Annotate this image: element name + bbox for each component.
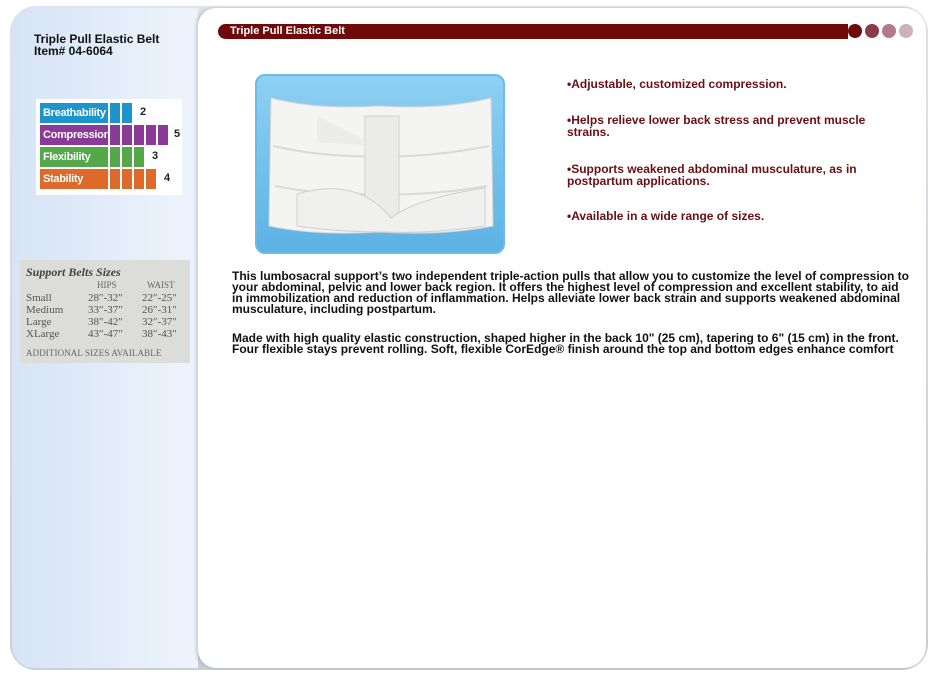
hips-header: HIPS xyxy=(97,280,117,290)
size-hips: 28″-32″ xyxy=(88,292,123,304)
header-bar xyxy=(218,24,848,39)
size-name: Small xyxy=(26,292,52,304)
size-waist: 22″-25″ xyxy=(142,292,177,304)
feature-item: •Supports weakened abdominal musculature, as in postpartum applications. xyxy=(567,162,857,188)
waist-header: WAIST xyxy=(147,280,175,290)
rating-label: Breathability xyxy=(40,103,108,123)
rating-chart xyxy=(36,99,182,195)
feature-item: •Available in a wide range of sizes. xyxy=(567,209,765,223)
page-title: Triple Pull Elastic Belt xyxy=(230,25,345,37)
rating-cell xyxy=(134,169,144,189)
rating-cell xyxy=(110,103,120,123)
nav-dot-3[interactable] xyxy=(882,24,896,38)
product-image xyxy=(255,74,505,254)
size-waist: 26″-31″ xyxy=(142,304,177,316)
rating-cell xyxy=(134,147,144,167)
sizes-table xyxy=(20,260,190,363)
rating-value: 3 xyxy=(152,150,159,162)
rating-value: 4 xyxy=(164,172,171,184)
item-number: Item# 04-6064 xyxy=(34,44,113,58)
rating-cell xyxy=(122,125,132,145)
rating-cell xyxy=(122,147,132,167)
size-hips: 38″-42″ xyxy=(88,316,123,328)
description-paragraph-2: Made with high quality elastic construction, shaped higher in the back 10" (25 cm), tapering to 6" (15 cm) in the front. Four flexible stays prevent rolling. Soft, flexible CorEdge® finish around the top and bottom edges enhance comfort xyxy=(232,331,899,356)
feature-item: •Adjustable, customized compression. xyxy=(567,77,787,91)
item-name: Triple Pull Elastic Belt xyxy=(34,32,160,46)
rating-cell xyxy=(146,169,156,189)
size-waist: 38″-43″ xyxy=(142,328,177,340)
rating-cell xyxy=(122,103,132,123)
nav-dot-2[interactable] xyxy=(865,24,879,38)
product-heading xyxy=(34,33,159,57)
rating-label: Compression xyxy=(40,125,108,145)
rating-cell xyxy=(146,125,156,145)
rating-cell xyxy=(110,147,120,167)
rating-label: Flexibility xyxy=(40,147,108,167)
size-name: XLarge xyxy=(26,328,60,340)
feature-item: •Helps relieve lower back stress and prevent muscle strains. xyxy=(567,113,866,139)
description-paragraph-1: This lumbosacral support’s two independent triple-action pulls that allow you to customize the level of compression to your abdominal, pelvic and lower back region. It offers the highest level of compression and excellent stability, to aid in immobilization and reduction of inflammation. Helps alleviate lower back strain and supports weakened abdominal musculature, including postpartum. xyxy=(232,269,909,316)
nav-dot-4[interactable] xyxy=(899,24,913,38)
nav-dot-1[interactable] xyxy=(848,24,862,38)
belt-illustration xyxy=(257,76,503,252)
rating-cell xyxy=(158,125,168,145)
rating-label: Stability xyxy=(40,169,108,189)
size-hips: 33″-37″ xyxy=(88,304,123,316)
size-hips: 43″-47″ xyxy=(88,328,123,340)
size-name: Large xyxy=(26,316,52,328)
sizes-footnote: ADDITIONAL SIZES AVAILABLE xyxy=(26,348,162,358)
sizes-title: Support Belts Sizes xyxy=(26,265,121,279)
rating-cell xyxy=(134,125,144,145)
rating-cell xyxy=(110,125,120,145)
size-waist: 32″-37″ xyxy=(142,316,177,328)
rating-cell xyxy=(110,169,120,189)
rating-cell xyxy=(122,169,132,189)
size-name: Medium xyxy=(26,304,64,316)
rating-value: 5 xyxy=(174,128,181,140)
rating-value: 2 xyxy=(140,106,147,118)
